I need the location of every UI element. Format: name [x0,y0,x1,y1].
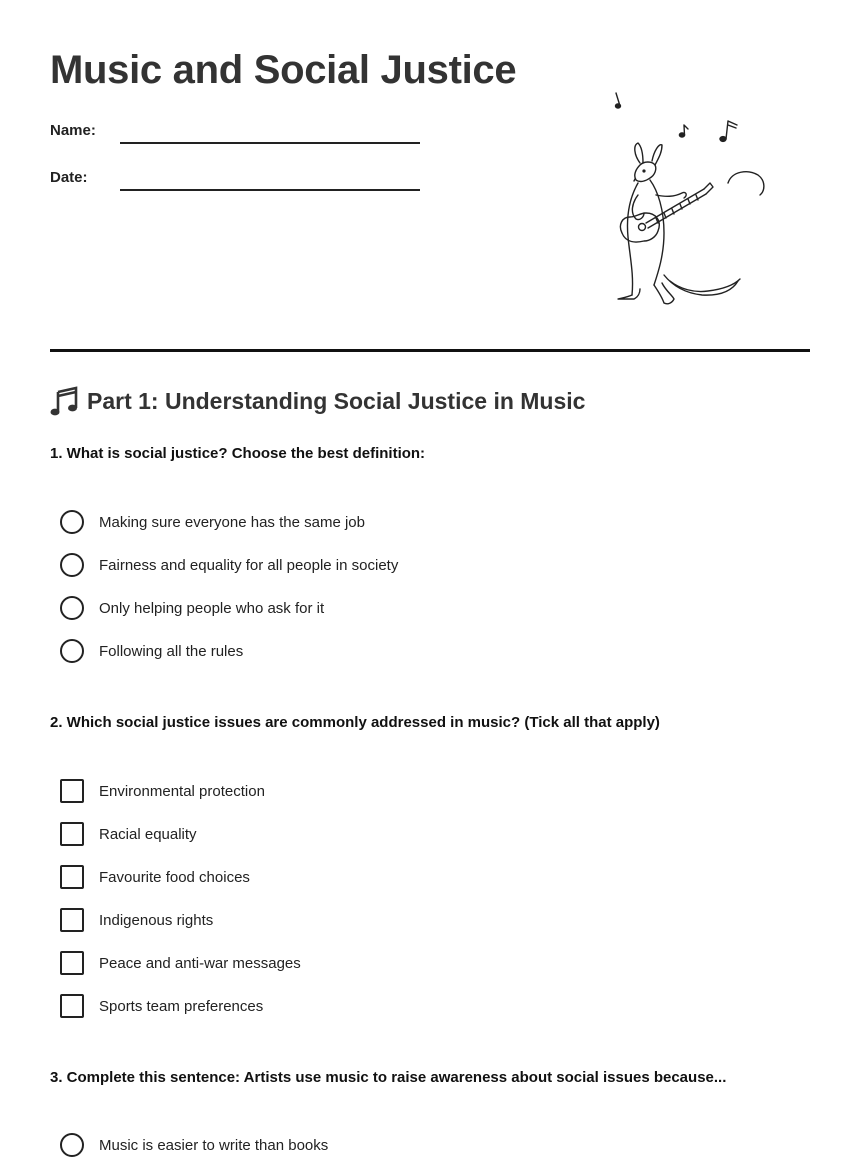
radio-button[interactable] [60,510,84,534]
option-label: Making sure everyone has the same job [99,513,365,531]
date-field[interactable] [50,165,430,195]
q2-option-3[interactable] [60,864,250,890]
option-label: Music is easier to write than books [99,1136,329,1154]
checkbox[interactable] [60,865,84,889]
option-label: Only helping people who ask for it [99,599,325,617]
q3-option-1[interactable] [60,1132,328,1158]
option-label: Environmental protection [99,782,265,800]
kangaroo-playing-guitar-icon [600,85,780,315]
radio-button[interactable] [60,553,84,577]
radio-button[interactable] [60,639,84,663]
question-1: 1. What is social justice? Choose the best definition: [50,445,426,462]
q1-option-2[interactable] [60,552,398,578]
option-label: Peace and anti-war messages [99,954,301,972]
name-line[interactable] [120,142,420,144]
q1-option-3[interactable] [60,595,324,621]
checkbox[interactable] [60,779,84,803]
q1-option-1[interactable] [60,509,365,535]
q2-option-1[interactable] [60,778,265,804]
q2-option-5[interactable] [60,950,301,976]
q2-option-4[interactable] [60,907,213,933]
option-label: Following all the rules [99,642,244,660]
checkbox[interactable] [60,908,84,932]
name-field[interactable] [50,118,430,148]
q1-option-4[interactable] [60,638,243,664]
date-label: Date: [50,169,88,186]
music-notes-icon [616,93,764,195]
radio-button[interactable] [60,596,84,620]
option-label: Favourite food choices [99,868,250,886]
name-label: Name: [50,122,96,139]
checkbox[interactable] [60,951,84,975]
checkbox[interactable] [60,822,84,846]
option-label: Sports team preferences [99,997,264,1015]
question-2: 2. Which social justice issues are commonly addressed in music? (Tick all that apply) [50,714,660,731]
option-label: Racial equality [99,825,197,843]
question-3: 3. Complete this sentence: Artists use music to raise awareness about social issues because... [50,1069,727,1086]
part1-heading [50,386,585,416]
q2-option-6[interactable] [60,993,263,1019]
worksheet-title: Music and Social Justice [50,48,517,92]
checkbox[interactable] [60,994,84,1018]
option-label: Fairness and equality for all people in society [99,556,399,574]
option-label: Indigenous rights [99,911,214,929]
date-line[interactable] [120,189,420,191]
q2-option-2[interactable] [60,821,197,847]
part1-title: Part 1: Understanding Social Justice in Music [87,387,586,414]
header-divider [50,349,810,352]
music-note-icon [50,386,78,416]
radio-button[interactable] [60,1133,84,1157]
